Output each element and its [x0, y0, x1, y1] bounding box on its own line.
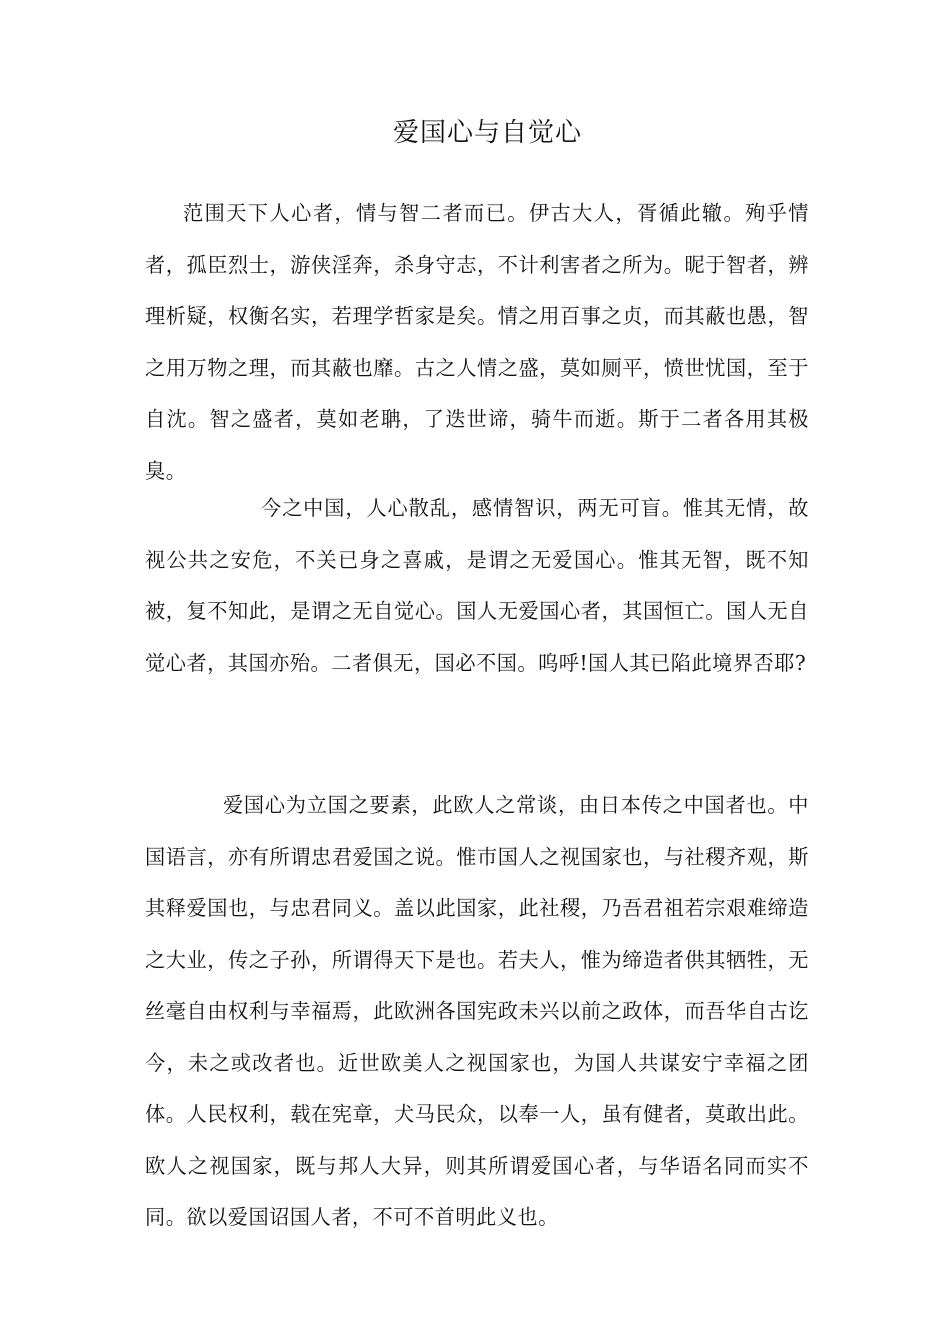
paragraph-2: 今之中国，人心散乱，感情智识，两无可盲。惟其无情，故视公共之安危，不关已身之喜戚，是谓之无爱国心。惟其无智，既不知被，复不知此，是谓之无自觉心。国人无爱国心者，其国恒亡。国人无自觉心者，其国亦殆。二者俱无，国必不国。呜呼!国人其已陷此境界否耶?	[145, 496, 809, 675]
paragraph-3: 爱国心为立国之要素，此欧人之常谈，由日本传之中国者也。中国语言，亦有所谓忠君爱国之说。惟巿国人之视国家也，与社稷齐观，斯其释爱国也，与忠君同义。盖以此国家，此社稷，乃吾君祖若宗艰难缔造之大业，传之子孙，所谓得天下是也。若夫人，惟为缔造者供其牺牲，无丝毫自由权利与幸福焉，此欧洲各国宪政未兴以前之政体，而吾华自古讫今，未之或改者也。近世欧美人之视国家也，为国人共谋安宁幸福之团体。人民权利，载在宪章，犬马民众，以奉一人，虽有健者，莫敢出此。欧人之视国家，既与邦人大异，则其所谓爱国心者，与华语名同而实不同。欲以爱国诏国人者，不可不首明此义也。	[145, 793, 809, 1229]
paragraph-1: 范围天下人心者，情与智二者而已。伊古大人，胥循此辙。殉乎情者，孤臣烈士，游侠淫奔，杀身守志，不计利害者之所为。昵于智者，辨理析疑，权衡名实，若理学哲家是矣。情之用百事之贞，而其蔽也愚，智之用万物之理，而其蔽也靡。古之人情之盛，莫如厕平，愤世忧国，至于自沈。智之盛者，莫如老聃，了迭世谛，骑牛而逝。斯于二者各用其极臭。	[145, 201, 809, 483]
document-title: 爱国心与自觉心	[392, 118, 582, 148]
